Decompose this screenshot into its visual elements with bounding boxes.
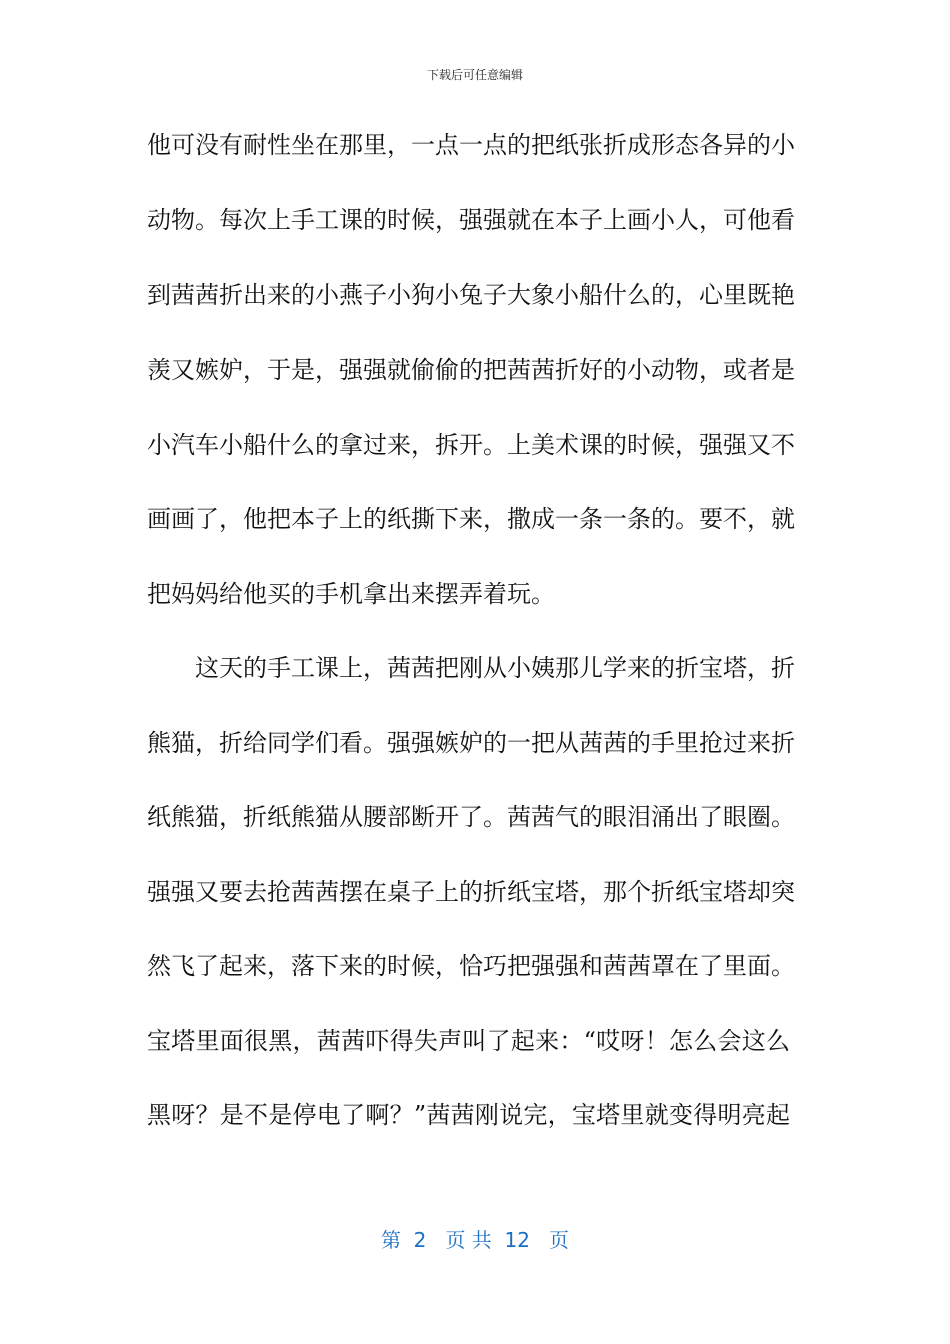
text-line: 熊猫，折给同学们看。强强嫉妒的一把从茜茜的手里抢过来折 xyxy=(147,729,795,757)
text-line: 把妈妈给他买的手机拿出来摆弄着玩。 xyxy=(147,580,555,608)
text-line: 然飞了起来，落下来的时候，恰巧把强强和茜茜罩在了里面。 xyxy=(147,952,795,980)
page-number-footer: 第 2 页 共 12 页 xyxy=(380,1228,570,1252)
text-line: 画画了，他把本子上的纸撕下来，撒成一条一条的。要不，就 xyxy=(147,505,795,533)
text-line: 纸熊猫，折纸熊猫从腰部断开了。茜茜气的眼泪涌出了眼圈。 xyxy=(147,803,795,831)
text-line: 动物。每次上手工课的时候，强强就在本子上画小人，可他看 xyxy=(147,206,795,234)
page-header-note: 下载后可任意编辑 xyxy=(426,68,523,82)
text-line: 小汽车小船什么的拿过来，拆开。上美术课的时候，强强又不 xyxy=(147,431,795,459)
text-line: 到茜茜折出来的小燕子小狗小兔子大象小船什么的，心里既艳 xyxy=(147,281,795,309)
text-line: 宝塔里面很黑，茜茜吓得失声叫了起来：“哎呀！怎么会这么 xyxy=(147,1027,790,1055)
text-line: 这天的手工课上，茜茜把刚从小姨那儿学来的折宝塔，折 xyxy=(195,654,795,682)
text-line: 他可没有耐性坐在那里，一点一点的把纸张折成形态各异的小 xyxy=(147,131,795,159)
text-line: 羡又嫉妒，于是，强强就偷偷的把茜茜折好的小动物，或者是 xyxy=(147,356,795,384)
text-line: 强强又要去抢茜茜摆在桌子上的折纸宝塔，那个折纸宝塔却突 xyxy=(147,878,795,906)
text-line: 黑呀？是不是停电了啊？”茜茜刚说完，宝塔里就变得明亮起 xyxy=(147,1101,790,1129)
